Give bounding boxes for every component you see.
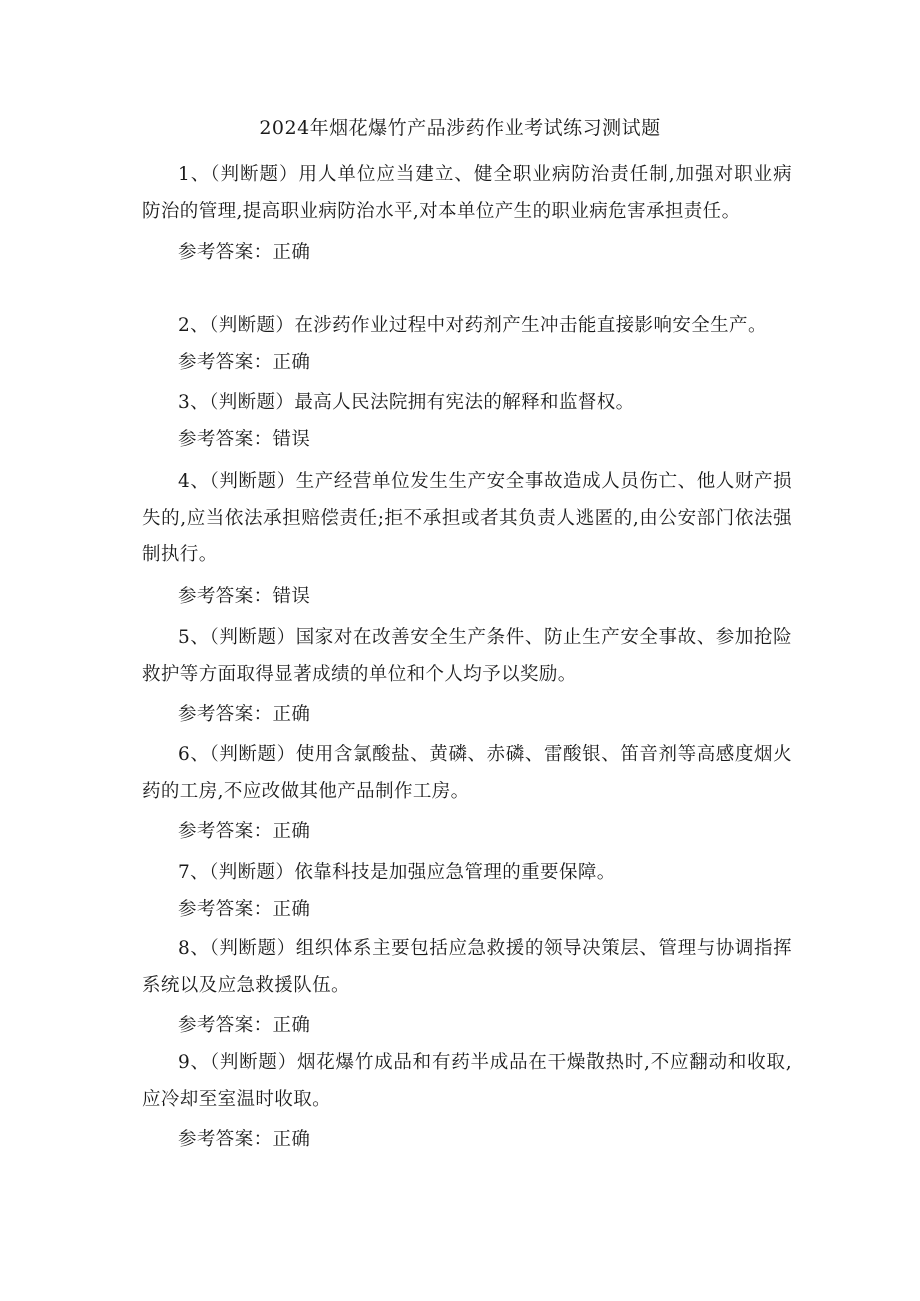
question-type: （判断题） xyxy=(209,862,295,883)
question-number: 9、 xyxy=(178,1052,210,1073)
answer-label: 参考答案： xyxy=(178,242,273,263)
question-5 xyxy=(142,620,792,693)
question-type: （判断题） xyxy=(209,471,296,492)
question-block-9 xyxy=(142,1045,792,1159)
question-block-6 xyxy=(142,737,792,851)
question-number: 8、 xyxy=(178,938,210,959)
question-6 xyxy=(142,737,792,810)
question-2 xyxy=(142,308,792,345)
answer-3 xyxy=(142,422,792,459)
answer-7 xyxy=(142,892,792,929)
question-number: 2、 xyxy=(178,315,210,336)
question-type: （判断题） xyxy=(209,744,296,765)
answer-label: 参考答案： xyxy=(178,351,273,373)
answer-label: 参考答案： xyxy=(178,1129,273,1150)
document-title: 2024年烟花爆竹产品涉药作业考试练习测试题 xyxy=(259,117,661,139)
question-9 xyxy=(142,1045,792,1118)
question-3 xyxy=(142,385,792,422)
question-block-2 xyxy=(142,308,792,381)
question-4 xyxy=(142,464,792,574)
answer-6 xyxy=(142,814,792,851)
question-number: 1、 xyxy=(178,164,211,185)
question-text: 用人单位应当建立、健全职业病防治责任制,加强对职业病防治的管理,提高职业病防治水平,对本单位产生的职业病危害承担责任。 xyxy=(142,164,792,222)
question-number: 4、 xyxy=(178,471,210,492)
question-type: （判断题） xyxy=(209,627,296,648)
answer-label: 参考答案： xyxy=(178,821,273,842)
answer-label: 参考答案： xyxy=(178,898,273,920)
question-block-8 xyxy=(142,931,792,1045)
question-number: 7、 xyxy=(178,862,210,883)
question-text: 国家对在改善安全生产条件、防止生产安全事故、参加抢险救护等方面取得显著成绩的单位和个人均予以奖励。 xyxy=(142,627,792,685)
question-block-3 xyxy=(142,385,792,458)
question-block-5 xyxy=(142,620,792,734)
question-text: 在涉药作业过程中对药剂产生冲击能直接影响安全生产。 xyxy=(294,315,767,336)
question-number: 3、 xyxy=(178,392,210,413)
answer-2 xyxy=(142,345,792,382)
answer-value: 正确 xyxy=(272,821,311,842)
question-text: 组织体系主要包括应急救援的领导决策层、管理与协调指挥系统以及应急救援队伍。 xyxy=(142,938,792,996)
question-1 xyxy=(142,157,792,230)
question-8 xyxy=(142,931,792,1004)
answer-label: 参考答案： xyxy=(178,585,273,607)
question-type: （判断题） xyxy=(209,315,295,336)
question-type: （判断题） xyxy=(209,938,296,959)
answer-label: 参考答案： xyxy=(178,428,273,450)
answer-1 xyxy=(142,235,792,272)
question-type: （判断题） xyxy=(209,392,295,413)
answer-value: 正确 xyxy=(272,1129,311,1150)
answer-label: 参考答案： xyxy=(178,704,273,725)
answer-value: 正确 xyxy=(272,242,311,263)
question-text: 使用含氯酸盐、黄磷、赤磷、雷酸银、笛音剂等高感度烟火药的工房,不应改做其他产品制作工房。 xyxy=(142,744,792,802)
answer-value: 正确 xyxy=(272,704,311,725)
question-type: （判断题） xyxy=(209,1052,297,1073)
question-text: 最高人民法院拥有宪法的解释和监督权。 xyxy=(294,392,635,413)
question-block-4 xyxy=(142,464,792,615)
question-block-7 xyxy=(142,855,792,928)
answer-value: 错误 xyxy=(272,585,311,607)
question-text: 生产经营单位发生生产安全事故造成人员伤亡、他人财产损失的,应当依法承担赔偿责任;拒不承担或者其负责人逃匿的,由公安部门依法强制执行。 xyxy=(142,471,792,565)
question-text: 烟花爆竹成品和有药半成品在干燥散热时,不应翻动和收取,应冷却至室温时收取。 xyxy=(142,1052,792,1110)
answer-4 xyxy=(142,579,792,616)
answer-value: 正确 xyxy=(272,351,311,373)
question-text: 依靠科技是加强应急管理的重要保障。 xyxy=(294,862,616,883)
answer-value: 错误 xyxy=(272,428,311,450)
answer-9 xyxy=(142,1122,792,1159)
question-number: 6、 xyxy=(178,744,210,765)
answer-value: 正确 xyxy=(272,898,311,920)
question-block-1 xyxy=(142,157,792,272)
question-7 xyxy=(142,855,792,892)
answer-label: 参考答案： xyxy=(178,1015,273,1036)
answer-5 xyxy=(142,697,792,734)
answer-8 xyxy=(142,1008,792,1045)
answer-value: 正确 xyxy=(272,1015,311,1036)
question-number: 5、 xyxy=(178,627,210,648)
question-type: （判断题） xyxy=(210,164,299,185)
